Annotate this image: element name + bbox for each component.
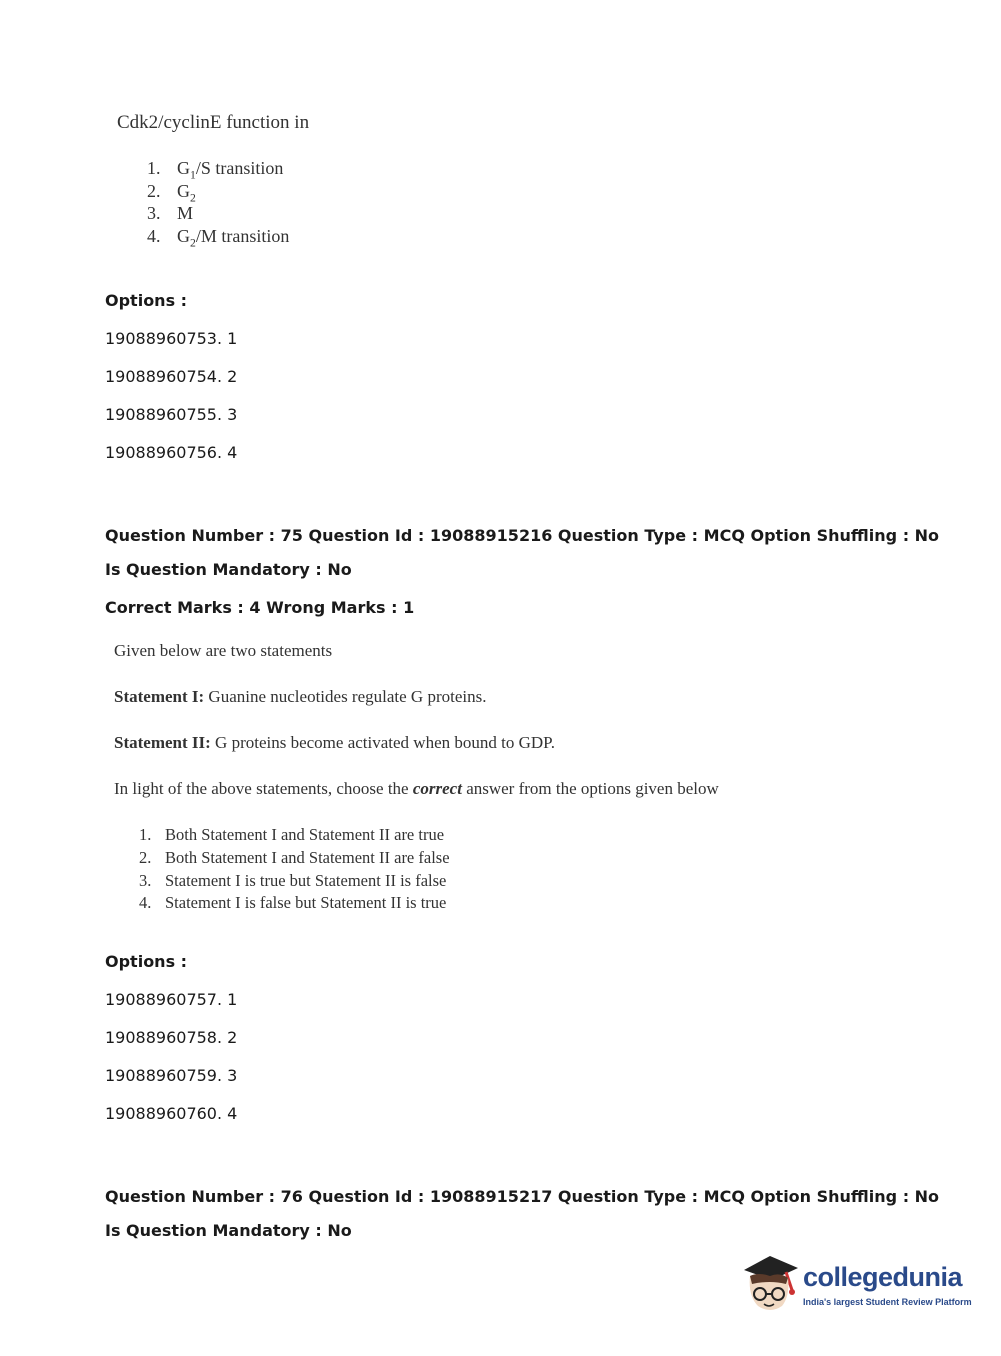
question-header: Question Number : 75 Question Id : 19088915216 Question Type : MCQ Option Shuffling : No (105, 526, 940, 545)
question-intro: Given below are two statements (114, 641, 333, 660)
question-header: Question Number : 76 Question Id : 19088915217 Question Type : MCQ Option Shuffling : No (105, 1187, 940, 1206)
option-item: 19088960755. 3 (105, 405, 238, 424)
question-marks: Correct Marks : 4 Wrong Marks : 1 (105, 598, 415, 617)
list-item: 1. $G_1/S$ transition (147, 158, 284, 182)
statement-1: Statement I: Guanine nucleotides regulate G proteins. (114, 687, 487, 706)
collegedunia-logo (740, 1250, 980, 1325)
option-item: 19088960754. 2 (105, 367, 238, 386)
list-item: 1. Both Statement I and Statement II are true (139, 825, 445, 844)
option-item: 19088960757. 1 (105, 990, 238, 1009)
option-item: 19088960760. 4 (105, 1104, 238, 1123)
option-item: 19088960758. 2 (105, 1028, 238, 1047)
list-item: 2. $G_2$ (147, 181, 196, 205)
logo-wordmark: collegedunia (803, 1262, 963, 1292)
list-item: 4. Statement I is false but Statement II is true (139, 893, 447, 912)
option-item: 19088960753. 1 (105, 329, 238, 348)
logo-tagline: India's largest Student Review Platform (803, 1297, 972, 1307)
option-item: 19088960756. 4 (105, 443, 238, 462)
mascot-icon (740, 1250, 802, 1325)
question-mandatory: Is Question Mandatory : No (105, 1221, 352, 1240)
question-mandatory: Is Question Mandatory : No (105, 560, 352, 579)
list-item: 2. Both Statement I and Statement II are false (139, 848, 450, 867)
options-label: Options : (105, 952, 188, 971)
question-instruction: In light of the above statements, choose the correct answer from the options given below (114, 779, 719, 798)
statement-2: Statement II: G proteins become activated when bound to GDP. (114, 733, 555, 752)
option-item: 19088960759. 3 (105, 1066, 238, 1085)
options-label: Options : (105, 291, 188, 310)
list-item: 3. M (147, 203, 194, 223)
list-item: 4. $G_2/M$ transition (147, 226, 290, 250)
list-item: 3. Statement I is true but Statement II is false (139, 871, 447, 890)
question-stem: Cdk2/cyclinE function in (117, 112, 310, 133)
